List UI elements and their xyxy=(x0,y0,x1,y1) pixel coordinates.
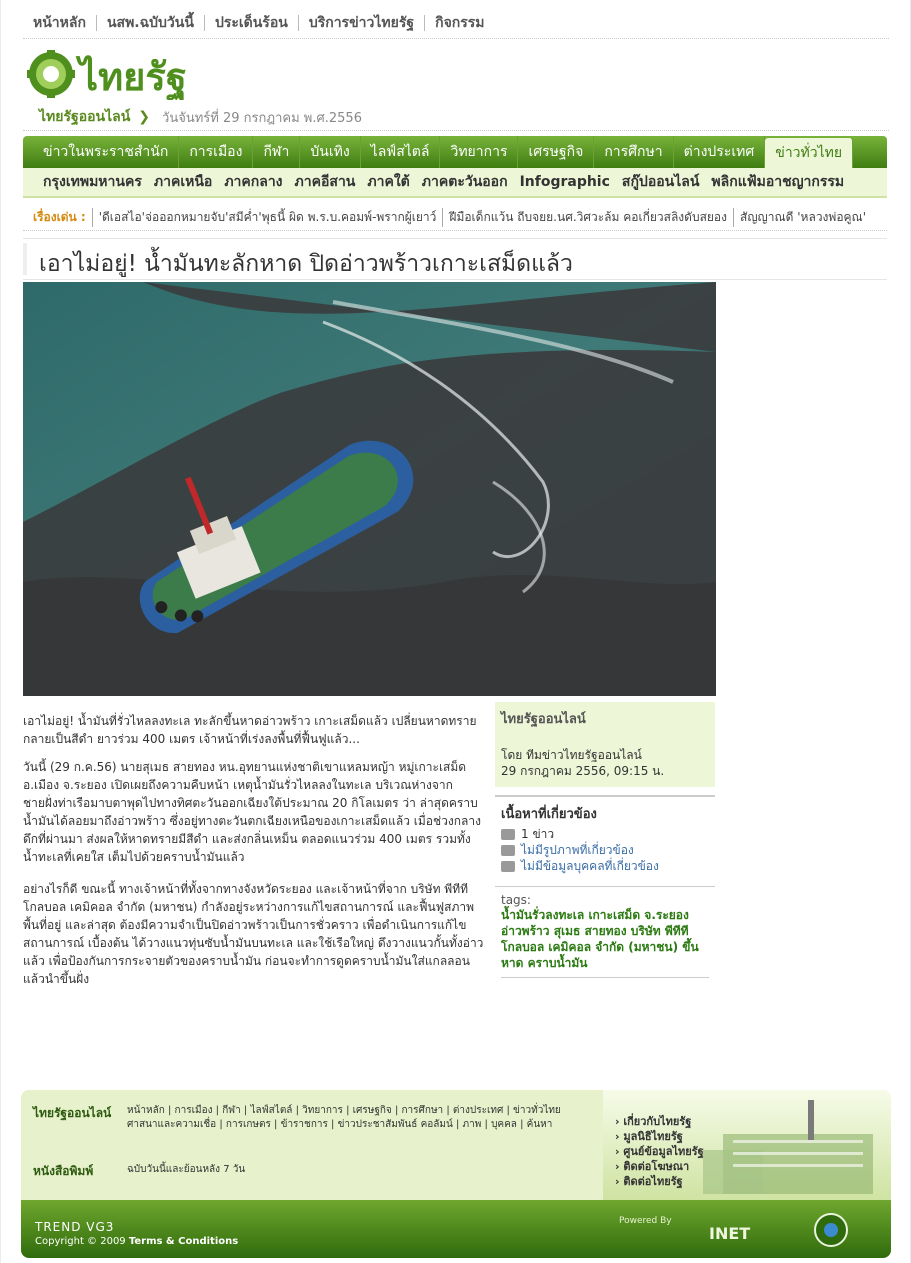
divider xyxy=(501,977,709,978)
footer-about-link[interactable]: › เกี่ยวกับไทยรัฐ xyxy=(615,1115,692,1128)
related-people-row[interactable] xyxy=(501,858,709,874)
breadcrumb xyxy=(39,106,362,128)
svg-text:ไทยรัฐ: ไทยรัฐ xyxy=(79,55,187,99)
main-menu xyxy=(23,136,887,168)
trend-vg3-logo: TREND VG3 xyxy=(35,1220,115,1234)
source-box xyxy=(495,702,715,787)
current-date: วันจันทร์ที่ 29 กรกฎาคม พ.ศ.2556 xyxy=(162,110,362,126)
menu-education[interactable]: การศึกษา xyxy=(594,136,673,168)
breadcrumb-site[interactable]: ไทยรัฐออนไลน์ xyxy=(39,109,131,125)
copyright xyxy=(35,1236,238,1247)
footer-online-links[interactable]: หน้าหลัก | การเมือง | กีฬา | ไลฟ์สไตล์ | วิทยาการ | เศรษฐกิจ | การศึกษา | ต่างประเทศ | ข่าวทั่วไทย ศาสนาและความเชื่อ | การเกษตร | ข้าราชการ | ข่าวประชาสัมพันธ์ คอลัมน์ | ภาพ | บุคคล | ค้นหา xyxy=(127,1105,561,1130)
terms-link[interactable]: Terms & Conditions xyxy=(128,1236,239,1247)
related-photos-row[interactable] xyxy=(501,842,709,858)
submenu-northeast[interactable]: ภาคอีสาน xyxy=(294,174,356,190)
sub-menu xyxy=(23,168,887,198)
menu-foreign[interactable]: ต่างประเทศ xyxy=(674,136,766,168)
submenu-south[interactable]: ภาคใต้ xyxy=(367,174,410,190)
byline: โดย ทีมข่าวไทยรัฐออนไลน์ xyxy=(501,748,642,762)
submenu-east[interactable]: ภาคตะวันออก xyxy=(421,174,508,190)
submenu-infographic[interactable]: Infographic xyxy=(519,174,610,190)
related-title: เนื้อหาที่เกี่ยวข้อง xyxy=(501,807,597,822)
menu-entertainment[interactable]: บันเทิง xyxy=(300,136,360,168)
footer-about-link[interactable]: › ศูนย์ข้อมูลไทยรัฐ xyxy=(615,1145,704,1158)
top-nav xyxy=(23,8,889,39)
topnav-activities[interactable]: กิจกรรม xyxy=(424,15,494,31)
source-title: ไทยรัฐออนไลน์ xyxy=(501,712,586,727)
article-lead: เอาไม่อยู่! น้ำมันที่รั่วไหลลงทะเล ทะลักขึ้นหาดอ่าวพร้าว เกาะเสม็ดแล้ว เปลี่ยนหาดทรายกลายเป็นสีดำ ยาวร่วม 400 เมตร เจ้าหน้าที่เร่งลงพื้นที่ฟื้นฟูแล้ว... xyxy=(23,714,477,746)
menu-economy[interactable]: เศรษฐกิจ xyxy=(518,136,594,168)
highlight-item[interactable]: สัญญาณดี 'หลวงพ่อคูณ' xyxy=(733,208,872,227)
logo-graphic xyxy=(27,48,213,100)
highlight-item[interactable]: ฝีมือเด็กแว้น ถีบจยย.นศ.วิศวะล้ม คอเกี่ยวสลิงดับสยอง xyxy=(442,208,733,227)
menu-royal-news[interactable]: ข่าวในพระราชสำนัก xyxy=(23,136,179,168)
topnav-news-service[interactable]: บริการข่าวไทยรัฐ xyxy=(298,15,424,31)
menu-sports[interactable]: กีฬา xyxy=(253,136,300,168)
publish-datetime: 29 กรกฎาคม 2556, 09:15 น. xyxy=(501,764,665,778)
footer-about-panel xyxy=(603,1090,891,1200)
footer-print-link[interactable]: ฉบับวันนี้และย้อนหลัง 7 วัน xyxy=(127,1164,246,1175)
inet-logo[interactable]: INET xyxy=(709,1224,751,1243)
footer-about-links xyxy=(615,1114,704,1189)
tags-label: tags: xyxy=(501,893,531,907)
headline-accent xyxy=(23,243,27,275)
menu-lifestyle[interactable]: ไลฟ์สไตล์ xyxy=(361,136,441,168)
related-content xyxy=(495,795,715,880)
oil-spill-boat-image xyxy=(23,282,716,696)
article-headline: เอาไม่อยู่! น้ำมันทะลักหาด ปิดอ่าวพร้าวเกาะเสม็ดแล้ว xyxy=(39,251,573,277)
copyright-text: Copyright © 2009 xyxy=(35,1236,126,1247)
topnav-today-paper[interactable]: นสพ.ฉบับวันนี้ xyxy=(96,15,204,31)
powered-by-label: Powered By xyxy=(619,1216,672,1226)
person-icon xyxy=(501,861,515,872)
menu-politics[interactable]: การเมือง xyxy=(179,136,253,168)
footer-links-panel xyxy=(21,1090,603,1200)
tag-list[interactable]: น้ำมันรั่วลงทะเล เกาะเสม็ด จ.ระยอง อ่าวพร้าว สุเมธ สายทอง บริษัท พีทีที โกลบอล เคมิคอล จำกัด (มหาชน) ขึ้นหาด คราบน้ำมัน xyxy=(501,908,699,970)
camera-icon xyxy=(501,845,515,856)
divider xyxy=(23,130,889,131)
related-news-count: 1 ข่าว xyxy=(521,827,555,841)
tags-box xyxy=(495,886,715,984)
article-body xyxy=(23,712,485,1002)
emblem-icon xyxy=(811,1210,851,1250)
article-paragraph: วันนี้ (29 ก.ค.56) นายสุเมธ สายทอง หน.อุทยานแห่งชาติเขาแหลมหญ้า หมู่เกาะเสม็ด อ.เมือง จ.ระยอง เปิดเผยถึงความคืบหน้า เหตุน้ำมันรั่วไหลลงในทะเล บริเวณห่างจากชายฝั่งท่าเรือมาบตาพุดไปทางทิศตะวันออกเฉียงใต้ประมาณ 20 กิโลเมตร ว่า ล่าสุดคราบน้ำมันได้ลอยมาถึงอ่าวพร้าว ซึ่งอยู่ทางตะวันตกเฉียงเหนือของเกาะเสม็ดแล้ว เมื่อช่วงกลางดึกที่ผ่านมา ส่งผลให้หาดทรายมีสีดำ และส่งกลิ่นเหม็น ตลอดแนวร่วม 400 เมตร รวมทั้งน้ำทะเลที่เคยใส เต็มไปด้วยคราบน้ำมันแล้ว xyxy=(23,760,481,864)
related-news-row[interactable] xyxy=(501,826,709,842)
article-paragraph: อย่างไรก็ดี ขณะนี้ ทางเจ้าหน้าที่ทั้งจากทางจังหวัดระยอง และเจ้าหน้าที่จาก บริษัท พีทีที โกลบอล เคมิคอล จำกัด (มหาชน) กำลังอยู่ระหว่างการแก้ไขสถานการณ์ และฟื้นฟูสภาพพื้นที่อยู่ และล่าสุด ต้องมีความจำเป็นปิดอ่าวพร้าวเป็นการชั่วคราว เพื่อดำเนินการแก้ไขสถานการณ์ เบื้องต้น ได้วางแนวทุ่นซับน้ำมันบนทะเล และใช้เรือใหญ่ ดึงวางแนวกั้นทั้งอ่าวแล้ว เพื่อป้องกันการกระจายตัวของคราบน้ำมัน ก่อนจะทำการดูดคราบน้ำมันใส่แกลลอน แล้วนำขึ้นฝั่ง xyxy=(23,882,484,986)
submenu-north[interactable]: ภาคเหนือ xyxy=(153,174,213,190)
news-icon xyxy=(501,829,515,840)
footer-about-link[interactable]: › มูลนิธิไทยรัฐ xyxy=(615,1130,683,1143)
menu-science[interactable]: วิทยาการ xyxy=(440,136,518,168)
footer-print-label: หนังสือพิมพ์ xyxy=(33,1164,94,1178)
topnav-home[interactable]: หน้าหลัก xyxy=(33,15,86,31)
footer-online-label: ไทยรัฐออนไลน์ xyxy=(33,1106,112,1120)
article-photo xyxy=(23,282,716,696)
highlight-label: เรื่องเด่น : xyxy=(33,209,86,224)
footer-about-link[interactable]: › ติดต่อโฆษณา xyxy=(615,1160,690,1173)
chevron-right-icon: ❯ xyxy=(138,109,151,125)
topnav-hot-issues[interactable]: ประเด็นร้อน xyxy=(204,15,298,31)
footer-about-link[interactable]: › ติดต่อไทยรัฐ xyxy=(615,1175,683,1188)
related-photos-text: ไม่มีรูปภาพที่เกี่ยวข้อง xyxy=(521,843,634,857)
highlight-ticker xyxy=(23,204,887,231)
related-people-text: ไม่มีข้อมูลบุคคลที่เกี่ยวข้อง xyxy=(521,859,659,873)
footer-bottom-bar xyxy=(21,1200,891,1258)
submenu-crime-files[interactable]: พลิกแฟ้มอาชญากรรม xyxy=(711,174,845,190)
submenu-central[interactable]: ภาคกลาง xyxy=(224,174,283,190)
headline-bar xyxy=(23,238,887,280)
site-footer xyxy=(21,1090,891,1258)
highlight-item[interactable]: 'ดีเอสไอ'จ่อออกหมายจับ'สมีค่ำ'พุธนี้ ผิด พ.ร.บ.คอมพ์-พรากผู้เยาว์ xyxy=(92,208,443,227)
article-sidebar xyxy=(495,702,715,984)
submenu-scoop-online[interactable]: สกู๊ปออนไลน์ xyxy=(621,174,700,190)
submenu-bangkok[interactable]: กรุงเทพมหานคร xyxy=(43,174,142,190)
menu-local-news[interactable]: ข่าวทั่วไทย xyxy=(765,138,853,168)
site-logo[interactable] xyxy=(27,48,213,100)
